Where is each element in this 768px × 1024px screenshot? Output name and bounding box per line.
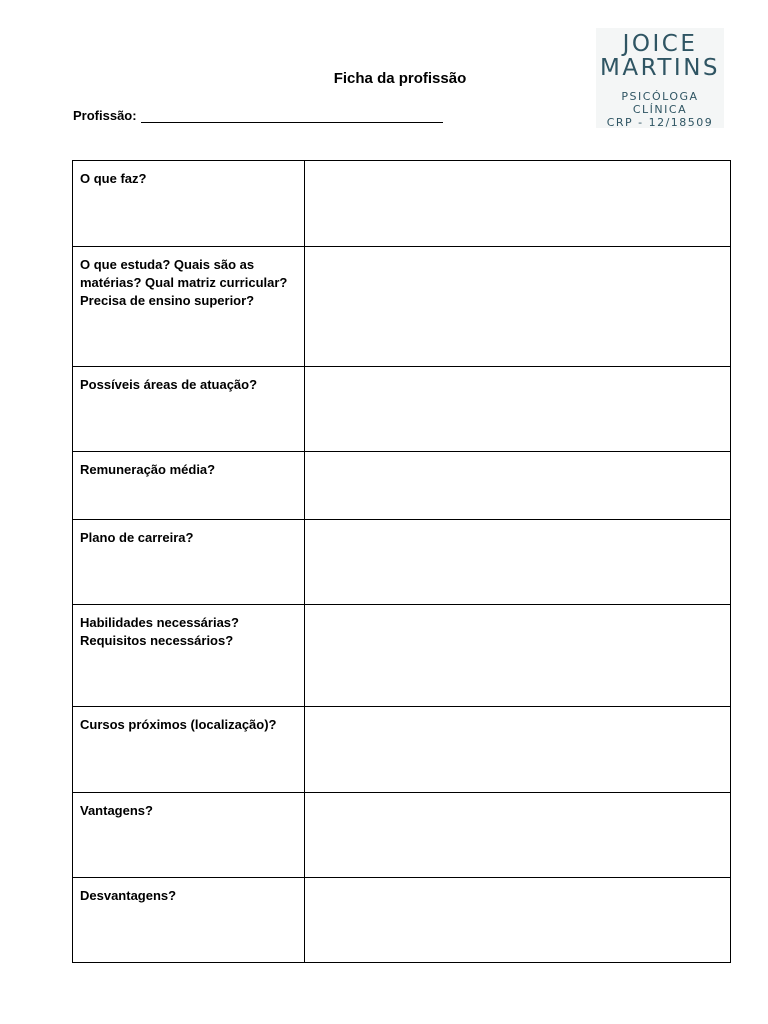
form-row: [73, 605, 731, 707]
answer-cell[interactable]: [305, 793, 731, 878]
form-row: [73, 247, 731, 367]
answer-cell[interactable]: [305, 452, 731, 520]
logo-registration: CRP - 12/18509: [606, 116, 714, 129]
form-row: [73, 520, 731, 605]
question-courses: Cursos próximos (localização)?: [73, 707, 305, 793]
profession-form-table: [72, 160, 731, 963]
logo-first-name: JOICE: [622, 31, 698, 57]
answer-cell[interactable]: [305, 878, 731, 963]
question-career-plan: Plano de carreira?: [73, 520, 305, 605]
answer-cell[interactable]: [305, 161, 731, 247]
question-salary: Remuneração média?: [73, 452, 305, 520]
profession-field: [73, 108, 443, 123]
logo-specialty: CLÍNICA: [632, 103, 688, 116]
form-row: [73, 161, 731, 247]
answer-cell[interactable]: [305, 707, 731, 793]
answer-cell[interactable]: [305, 247, 731, 367]
answer-cell[interactable]: [305, 520, 731, 605]
logo-last-name: MARTINS: [599, 55, 721, 81]
question-studies: O que estuda? Quais são as matérias? Qual matriz curricular? Precisa de ensino superior?: [73, 247, 305, 367]
form-row: [73, 367, 731, 452]
answer-cell[interactable]: [305, 605, 731, 707]
question-disadvantages: Desvantagens?: [73, 878, 305, 963]
page-title: Ficha da profissão: [333, 70, 467, 87]
question-skills: Habilidades necessárias? Requisitos necessários?: [73, 605, 305, 707]
logo-profession: PSICÓLOGA: [621, 90, 699, 103]
question-areas: Possíveis áreas de atuação?: [73, 367, 305, 452]
answer-cell[interactable]: [305, 367, 731, 452]
form-row: [73, 707, 731, 793]
form-row: [73, 452, 731, 520]
question-advantages: Vantagens?: [73, 793, 305, 878]
profession-label: Profissão:: [73, 108, 137, 123]
profession-blank-line[interactable]: [141, 109, 443, 123]
form-row: [73, 793, 731, 878]
form-row: [73, 878, 731, 963]
question-what-does: O que faz?: [73, 161, 305, 247]
